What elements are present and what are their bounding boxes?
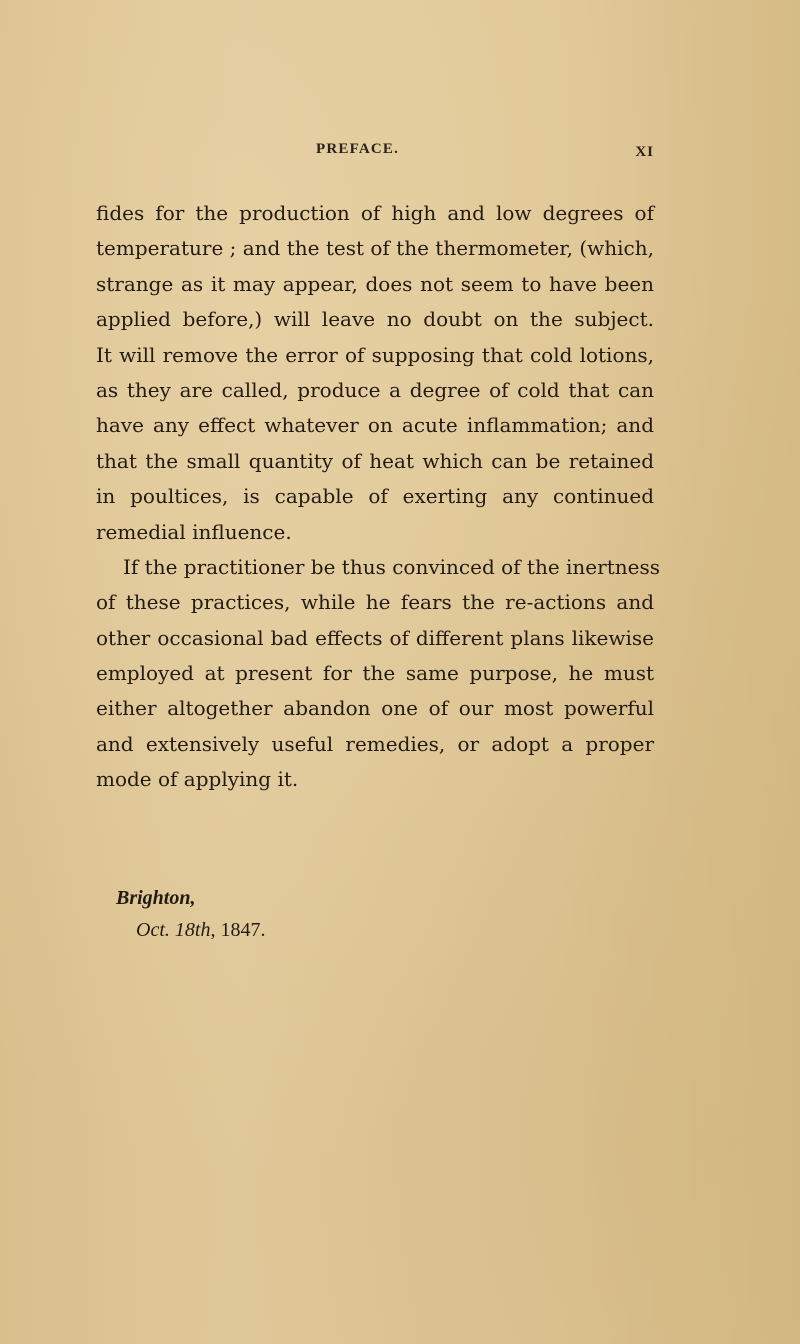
text-line: have any effect whatever on acute inflammation; and — [96, 413, 654, 438]
running-head — [96, 141, 654, 169]
text-line: fides for the production of high and low degrees of — [96, 201, 654, 225]
text-line: of these practices, while he fears the re-actions and — [96, 590, 654, 615]
signature-place: Brighton, — [116, 887, 196, 909]
text-line: and extensively useful remedies, or adopt a proper — [96, 731, 654, 756]
paragraph-first-line: If the practitioner be thus convinced of the inertness — [123, 554, 660, 579]
text-line: employed at present for the same purpose, he must — [96, 661, 654, 686]
signature-date — [116, 914, 265, 946]
text-line: as they are called, produce a degree of cold that can — [96, 377, 654, 402]
text-line: that the small quantity of heat which can be retained — [96, 448, 654, 473]
text-line: It will remove the error of supposing that cold lotions, — [96, 342, 654, 367]
text-line: remedial influence. — [96, 519, 292, 544]
signature-day: 18th, — [174, 919, 216, 941]
text-line: mode of applying it. — [96, 767, 299, 792]
text-line: strange as it may appear, does not seem to have been — [96, 271, 654, 296]
signature-year: 1847. — [220, 919, 266, 941]
body-text — [96, 196, 660, 798]
text-line: temperature ; and the test of the thermometer, (which, — [96, 236, 654, 261]
text-line: either altogether abandon one of our most powerful — [96, 696, 654, 721]
signature-block — [116, 882, 265, 946]
text-line: other occasional bad effects of different plans likewise — [96, 625, 654, 650]
page-number: XI — [635, 144, 654, 160]
running-head-title: PREFACE. — [316, 141, 400, 157]
text-line: in poultices, is capable of exerting any continued — [96, 484, 654, 509]
signature-month: Oct. — [136, 919, 170, 941]
text-line: applied before,) will leave no doubt on the subject. — [96, 307, 654, 332]
